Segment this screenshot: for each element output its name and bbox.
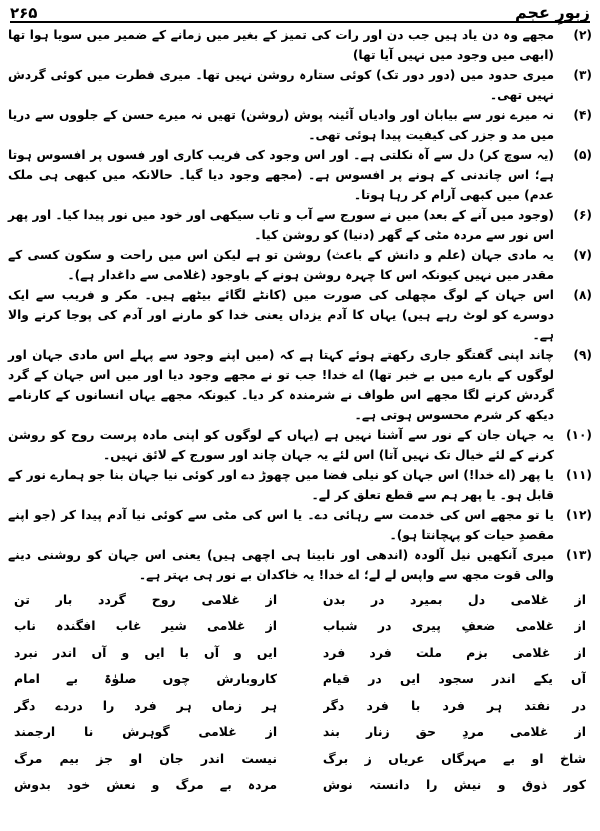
- couplet: [14, 639, 586, 666]
- note-number: (۱۳): [565, 548, 592, 562]
- couplet: [14, 586, 586, 613]
- note-number: (۴): [573, 108, 592, 122]
- note-number: (۷): [573, 248, 592, 262]
- note-number: (۱۱): [565, 468, 592, 482]
- hemistich-right: از غلامی دل بمیرد در بدن: [322, 591, 586, 607]
- note-number: (۱۲): [565, 508, 592, 522]
- note-text: یہ جہان جان کے نور سے آشنا نہیں ہے (یہاں کے لوگوں کو اپنی مادہ پرست روح کو روشن کرنے کے لئے خیال تک نہیں آتا) اس لئے یہ جہان چاند اور سورج کے لائق نہیں۔: [8, 428, 554, 462]
- running-title: زبورِ عجم: [514, 3, 590, 22]
- note-item: [8, 545, 592, 585]
- hemistich-right: از غلامی بزمِ ملت فرد فرد: [322, 644, 586, 660]
- couplet: [14, 719, 586, 746]
- hemistich-right: شاخِ او بے مہرگاں عریاں ز برگ: [322, 750, 586, 766]
- note-item: [8, 505, 592, 545]
- hemistich-left: نیست اندر جانِ او جز بیمِ مرگ: [14, 750, 278, 766]
- hemistich-left: از غلامی شیرِ غاب افگندہ ناب: [14, 618, 278, 634]
- note-number: (۸): [573, 288, 592, 302]
- hemistich-left: ہر زماں ہر فرد را دردے دگر: [14, 697, 278, 713]
- hemistich-left: مردہ بے مرگ و نعشِ خود بدوش: [14, 777, 278, 793]
- note-number: (۱۰): [565, 428, 592, 442]
- hemistich-left: از غلامی روح گردد بارِ تن: [14, 591, 278, 607]
- note-number: (۹): [573, 348, 592, 362]
- couplet: [14, 745, 586, 772]
- note-item: [8, 245, 592, 285]
- hemistich-left: از غلامی گوہرش نا ارجمند: [14, 724, 278, 740]
- hemistich-right: از غلامی ضعفِ پیری در شباب: [322, 618, 586, 634]
- note-item: [8, 25, 592, 65]
- note-item: [8, 465, 592, 505]
- note-text: یا تو مجھے اس کی خدمت سے رہائی دے۔ یا اس کی مٹی سے کوئی نیا آدم پیدا کر (جو اپنے مقصدِ حیات کو پہچانتا ہو)۔: [8, 508, 554, 542]
- note-text: مجھے وہ دن یاد ہیں جب دن اور رات کی تمیز کے بغیر میں زمانے کے ضمیر میں سویا ہوا تھا (ابھی میں وجود میں نہیں آیا تھا): [8, 28, 554, 62]
- couplet: [14, 666, 586, 693]
- note-text: نہ میرے نور سے بیابان اور وادیاں آئینہ پوش (روشن) تھیں نہ میرے حسن کے جلووں سے دریا میں مد و جزر کی کیفیت پیدا ہوئی تھی۔: [8, 108, 554, 142]
- page-header: [10, 2, 590, 22]
- note-text: چاند اپنی گفتگو جاری رکھتے ہوئے کہتا ہے کہ (میں اپنے وجود سے پہلے اس مادی جہان اور لوگوں کے بارے میں بے خبر تھا) اے خدا! جب تو نے مجھے وجود دیا اور میں اس جہان کے گرد گردش کرنے لگا مجھے اس طواف نے شرمندہ کر دیا۔ کیونکہ مجھے یہاں انسانوں کے کارنامے دیکھ کر شرم محسوس ہوتی ہے۔: [8, 348, 554, 422]
- hemistich-left: ایں و آں با ایں و آں اندر نبرد: [14, 644, 278, 660]
- persian-poem: [14, 586, 586, 798]
- note-text: یہ مادی جہان (علم و دانش کے باعث) روشن تو ہے لیکن اس میں راحت و سکون کسی کے مقدر میں نہیں کیونکہ اس کا چہرہ روشن ہونے کے باوجود (غلامی سے داغدار ہے)۔: [8, 248, 554, 282]
- hemistich-left: کاروبارش چوں صلوٰۃ بے امام: [14, 671, 278, 687]
- note-text: میری آنکھیں نیل آلودہ (اندھی اور نابینا ہی اچھی ہیں) یعنی اس جہان کو روشنی دینے والی قوت مجھ سے واپس لے لے؛ اے خدا! یہ خاکدان بے نور ہی بہتر ہے۔: [8, 548, 554, 582]
- note-number: (۲): [573, 28, 592, 42]
- hemistich-right: آں یکے اندر سجود ایں در قیام: [322, 671, 586, 687]
- note-text: میری حدود میں (دور دور تک) کوئی ستارہ روشن نہیں تھا۔ میری فطرت میں کوئی گردش نہیں تھی۔: [8, 68, 554, 102]
- note-text: (وجود میں آنے کے بعد) میں نے سورج سے آب و تاب سیکھی اور خود میں نور پیدا کیا۔ اور پھر اس نور سے مردہ مٹی کے گھر (دنیا) کو روشن کیا۔: [8, 208, 554, 242]
- hemistich-right: کور ذوق و نیش را دانستہ نوش: [322, 777, 586, 793]
- couplet: [14, 772, 586, 799]
- note-text: (یہ سوچ کر) دل سے آہ نکلتی ہے۔ اور اس وجود کی فریب کاری اور فسوں پر افسوس ہوتا ہے؛ اس چاندنی کے ہونے پر افسوس ہے۔ (مجھے وجود دیا گیا۔ حالانکہ میں کبھی ہی ملک عدم) میں کبھی آرام کر رہا ہوتا۔: [8, 148, 554, 202]
- note-item: [8, 425, 592, 465]
- translation-notes: [8, 25, 592, 585]
- note-item: [8, 285, 592, 345]
- page-number: ۲۶۵: [10, 4, 38, 22]
- note-item: [8, 205, 592, 245]
- note-item: [8, 65, 592, 105]
- note-number: (۶): [573, 208, 592, 222]
- note-number: (۳): [573, 68, 592, 82]
- couplet: [14, 692, 586, 719]
- note-item: [8, 145, 592, 205]
- header-rule: [10, 21, 590, 23]
- couplet: [14, 613, 586, 640]
- note-item: [8, 345, 592, 425]
- hemistich-right: از غلامی مردِ حق زنار بند: [322, 724, 586, 740]
- hemistich-right: در نفتد ہر فرد با فرد دگر: [322, 697, 586, 713]
- note-text: یا پھر (اے خدا!) اس جہان کو نیلی فضا میں چھوڑ دے اور کوئی نیا جہان بنا جو ہمارے نور کے قابل ہو۔ یا پھر ہم سے قطع تعلق کر لے۔: [8, 468, 554, 502]
- note-text: اس جہان کے لوگ مچھلی کی صورت میں (کانٹے لگائے بیٹھے ہیں۔ مکر و فریب سے ایک دوسرے کو لوٹ رہے ہیں) یہاں کا آدم یزداں یعنی خدا کو مارنے اور آدم کی پوجا کرنے والا ہے۔: [8, 288, 554, 342]
- note-number: (۵): [573, 148, 592, 162]
- note-item: [8, 105, 592, 145]
